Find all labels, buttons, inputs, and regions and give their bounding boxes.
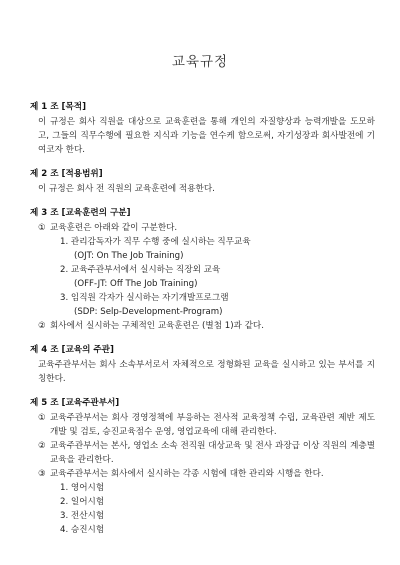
article-heading: 제 5 조 [교육주관부서] (30, 398, 120, 408)
clause-text: 교육주관부서는 회사에서 실시하는 각종 시험에 대한 관리와 시행을 한다. (50, 469, 324, 479)
article-2 (30, 167, 375, 196)
clause-text: 회사에서 실시하는 구체적인 교육훈련은 (별첨 1)과 같다. (50, 321, 264, 331)
clause-marker: ① (38, 413, 46, 423)
article-heading: 제 3 조 [교육훈련의 구분] (30, 208, 131, 218)
clause-text: 교육주관부서는 회사 경영정책에 부응하는 전사적 교육정책 수립, 교육관련 제반 제도 개발 및 검토, 승진교육점수 운영, 영업교육에 대해 관리한다. (50, 413, 375, 437)
sub-item: 2. 교육주관부서에서 실시하는 직장외 교육 (60, 265, 221, 275)
clause-item (38, 319, 375, 333)
clause-text: 교육훈련은 아래와 같이 구분한다. (50, 223, 178, 233)
article-text: 이 규정은 회사 직원을 대상으로 교육훈련을 통해 개인의 자질향상과 능력개발을 도모하고, 그들의 직무수행에 필요한 지식과 기능을 연수케 함으로써, 자기성장과 회사발전에 기여코자 한다. (38, 117, 375, 155)
clause-item (38, 439, 375, 467)
article-4 (30, 343, 375, 386)
document-body (30, 100, 375, 547)
list-item: 4. 승진시험 (60, 525, 105, 535)
article-5 (30, 396, 375, 537)
list-item: 1. 영어시험 (60, 483, 105, 493)
article-heading: 제 4 조 [교육의 주관] (30, 345, 114, 355)
clause-item (38, 467, 375, 481)
sub-item-note: (OFF-JT: Off The Job Training) (74, 279, 198, 289)
article-heading: 제 2 조 [적용범위] (30, 169, 103, 179)
article-body (30, 221, 375, 333)
article-1 (30, 100, 375, 157)
list-item: 3. 전산시험 (60, 511, 105, 521)
clause-item (38, 411, 375, 439)
clause-marker: ③ (38, 469, 46, 479)
clause-marker: ② (38, 441, 46, 451)
sub-item: 1. 관리감독자가 직무 수행 중에 실시하는 직무교육 (60, 237, 251, 247)
clause-text: 교육주관부서는 본사, 영업소 소속 전직원 대상교육 및 전사 과장급 이상 직원의 계층별 교육을 관리한다. (50, 441, 375, 465)
sub-item-note: (OJT: On The Job Training) (74, 251, 184, 261)
article-text: 이 규정은 회사 전 직원의 교육훈련에 적용한다. (38, 184, 215, 194)
clause-marker: ① (38, 223, 46, 233)
article-heading: 제 1 조 [목적] (30, 102, 87, 112)
clause-marker: ② (38, 321, 46, 331)
sub-item: 3. 임직원 각자가 실시하는 자기개발프로그램 (60, 293, 229, 303)
sub-item-note: (SDP: Selp-Development-Program) (74, 307, 223, 317)
document-title: 교육규정 (171, 54, 229, 70)
list-item: 2. 일어시험 (60, 497, 105, 507)
article-text: 교육주관부서는 회사 소속부서로서 자체적으로 정형화된 교육을 실시하고 있는 부서를 지칭한다. (38, 360, 375, 384)
clause-item (38, 221, 375, 235)
article-body (30, 411, 375, 537)
article-3 (30, 206, 375, 333)
